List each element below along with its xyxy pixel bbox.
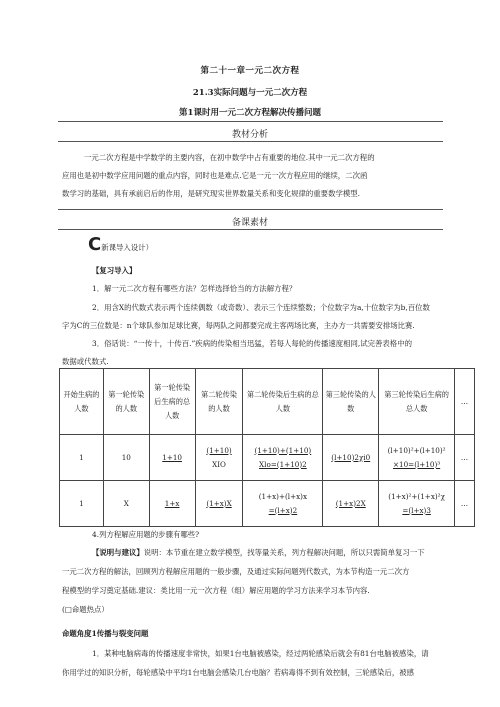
cell-line: (1+x)²+(1+x)²χ <box>388 491 445 501</box>
explain-label: 【说明与建议】 <box>92 548 144 557</box>
cell-line: (1+x)+(l+x)x <box>258 491 308 501</box>
question-3-line-1: 3．俗话说：“一传十，十传百.”疾病的传染相当迅猛，若每人每轮的传播速度相同,试完善表格中的 <box>92 339 412 348</box>
cell-line: XIO <box>212 459 226 469</box>
table-cell: 1+10 <box>149 435 195 481</box>
table-header-cell: 第一轮传染后生病的总人数 <box>149 369 195 435</box>
table-header-cell: … <box>455 369 475 435</box>
table-header-cell: 第二轮传染后生病的总人数 <box>243 369 323 435</box>
table-cell <box>243 481 323 527</box>
table-cell: 1 <box>60 481 104 527</box>
analysis-line-1: 一元二次方程是中学数学的主要内容，在初中数学中占有重要的地位.其中一元二次方程的 <box>84 153 375 162</box>
cell-line: (1+10) <box>206 445 232 455</box>
table-cell <box>379 481 455 527</box>
explain-text: 说明：本节重在建立数学模型，找等量关系，列方程解决问题，所以只需简单复习一下 <box>143 548 425 557</box>
design-text: 新课导入设计） <box>101 243 153 252</box>
table-cell: (1+x)X <box>195 481 243 527</box>
table-cell <box>379 435 455 481</box>
example-line-1: 1．某种电脑病毒的传播速度非常快，如果1台电脑被感染，经过两轮感染后就会有81台电脑被感染，请 <box>92 649 429 658</box>
question-4: 4.列方程解应用题的步骤有哪些? <box>92 530 200 539</box>
table-cell: 10 <box>103 435 149 481</box>
cell-line: Xlo=(1+10)2 <box>259 459 307 469</box>
review-label: 【复习导入】 <box>92 266 137 275</box>
question-2-line-1: 2．用含X的代数式表示两个连续偶数（或奇数）、表示三个连续整数；个位数字为a,十位数字为b,百位数 <box>92 303 430 312</box>
divider <box>58 209 443 210</box>
materials-heading: 备课素材 <box>231 218 268 228</box>
explain-line-3: 程模型的学习奠定基础.建议：类比用一元一次方程（组）解应用题的学习方法来学习本节内容. <box>62 586 370 595</box>
table-cell: (1+x)2X <box>323 481 379 527</box>
table-header-row <box>60 369 475 435</box>
table-header-cell: 开始生病的人数 <box>60 369 104 435</box>
table-cell: X <box>103 481 149 527</box>
table-cell: 1 <box>60 435 104 481</box>
example-line-2: 你用学过的知识分析，每轮感染中平均1台电脑会感染几台电脑？若病毒得不到有效控制，三轮感染后，被感 <box>62 668 415 677</box>
table-cell: 1+x <box>149 481 195 527</box>
analysis-line-3: 数学习的基础，具有承前启后的作用，是研究现实世界数量关系和变化规律的重要数学模型. <box>62 189 360 198</box>
spread-table <box>59 368 475 527</box>
design-heading <box>88 234 153 255</box>
table-cell: (l+10)2χi0 <box>323 435 379 481</box>
table-header-cell: 第二轮传染的人数 <box>195 369 243 435</box>
table-row <box>60 435 475 481</box>
lesson-title: 第1课时用一元二次方程解决传播问题 <box>179 108 321 118</box>
chapter-title: 第二十一章一元二次方程 <box>200 66 300 76</box>
cell-line: =(l+x)3 <box>402 505 431 515</box>
design-letter: C <box>88 234 102 255</box>
table-header-cell: 第三轮传染的人数 <box>323 369 379 435</box>
cell-line: (l+10)²+(l+10)² <box>387 445 446 455</box>
divider <box>58 141 443 142</box>
explain-line-1 <box>92 547 425 558</box>
table-cell: … <box>455 435 475 481</box>
table-cell <box>195 435 243 481</box>
question-2-line-2: 字为C的三位数是：n个球队参加足球比赛，每两队之间都要完成主客两场比赛，主办方一共需要安排场比赛. <box>62 321 415 330</box>
divider <box>58 121 443 122</box>
section-title: 21.3实际问题与一元二次方程 <box>192 88 308 98</box>
cell-line: ×10=(l+10)³ <box>393 459 441 469</box>
question-3-line-2: 数据或代数式. <box>62 357 109 366</box>
explain-line-2: 一元二次方程的解法，回顾列方程解应用题的一般步骤，及通过实际问题列代数式，为本节构造一元二次方 <box>62 567 410 576</box>
table-cell <box>243 435 323 481</box>
cell-line: =(l+x)2 <box>268 505 298 515</box>
angle-title: 命题角度1传播与裂变问题 <box>62 629 149 638</box>
table-row <box>60 481 475 527</box>
cell-line: (1+10)+(1+10) <box>254 445 312 455</box>
divider <box>58 229 443 230</box>
table-header-cell: 第三轮传染后生病的总人数 <box>379 369 455 435</box>
question-1: 1．解一元二次方程有哪些方法？怎样选择恰当的方法解方程？ <box>92 284 297 293</box>
table-header-cell: 第一轮传染的人数 <box>103 369 149 435</box>
hotspot-heading: (□命题热点） <box>62 605 109 614</box>
table-cell: … <box>455 481 475 527</box>
analysis-line-2: 应用也是初中数学应用问题的重点内容，同时也是难点.它是一元一次方程应用的继续，二次函 <box>62 171 368 180</box>
analysis-heading: 教材分析 <box>231 130 268 140</box>
